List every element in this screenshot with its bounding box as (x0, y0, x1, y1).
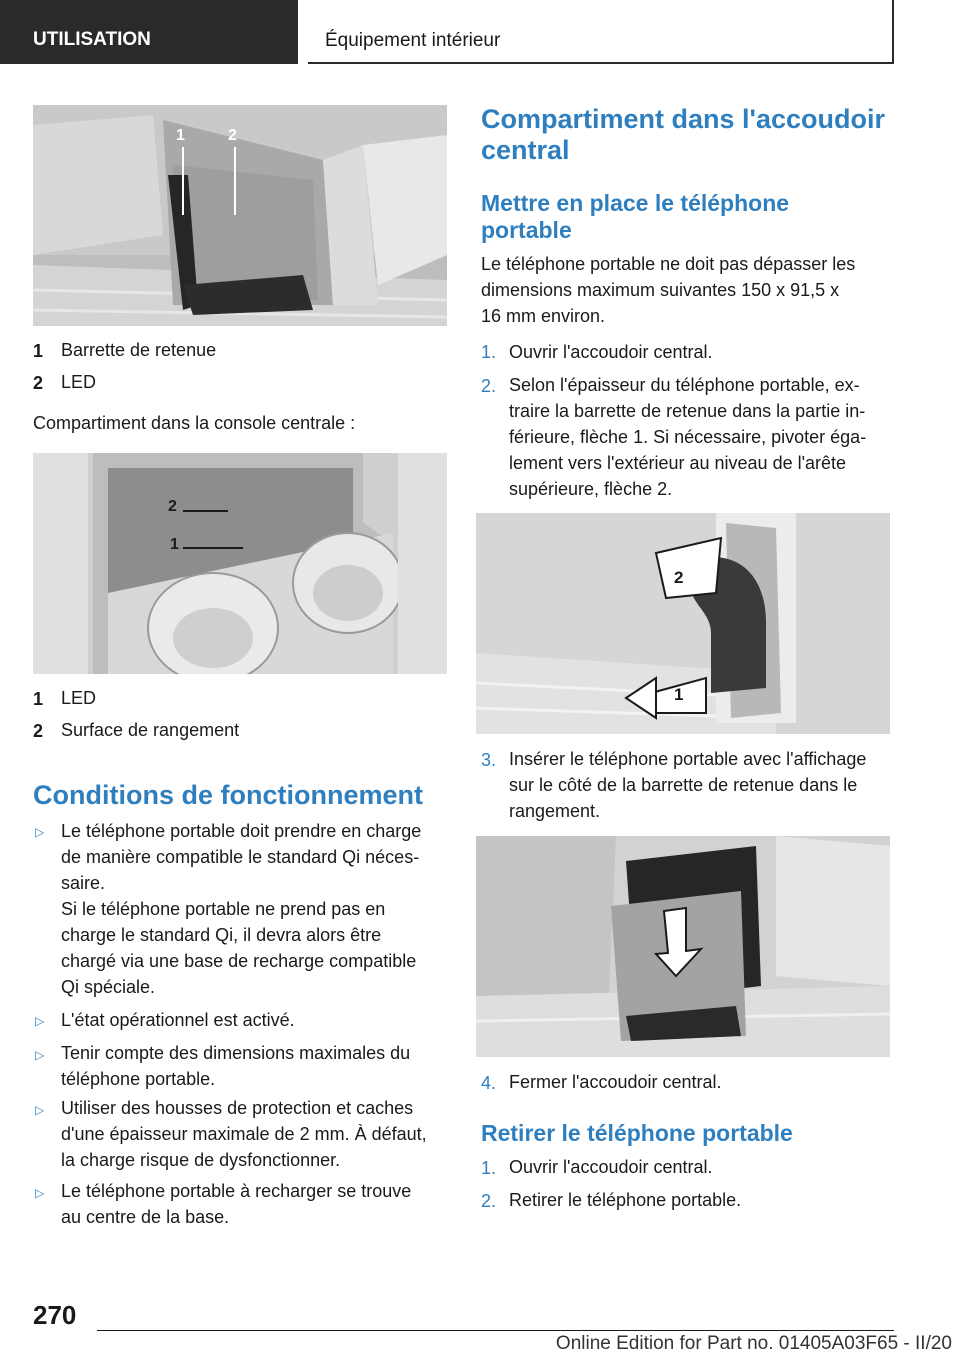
remove-phone-heading: Retirer le téléphone portable (481, 1120, 793, 1146)
figure-retainer-arrows (476, 513, 890, 734)
footer-divider (97, 1330, 894, 1331)
list-item: L'état opérationnel est activé. (61, 1010, 295, 1030)
bullet-triangle-icon: ▷ (35, 1103, 45, 1117)
step-text: Ouvrir l'accoudoir central. (509, 1157, 713, 1177)
list-item: Utiliser des housses de protection et caches d'une épaisseur maximale de 2 mm. À défaut, la charge risque de dysfonctionner. (61, 1098, 427, 1170)
legend-num: 2 (33, 373, 44, 393)
step-number: 1. (481, 342, 497, 362)
figure-console-compartment (33, 453, 447, 674)
dimensions-intro: Le téléphone portable ne doit pas dépasser les dimensions maximum suivantes 150 x 91,5 x 16 mm environ. (481, 254, 856, 326)
step-text: Retirer le téléphone portable. (509, 1190, 742, 1210)
figure-armrest-holder (33, 105, 447, 326)
step-text: Selon l'épaisseur du téléphone portable, ex- traire la barrette de retenue dans la partie in- férieure, flèche 1. Si nécessaire, pivoter éga- lement vers l'extérieur au niveau de l'arête supérieure, flèche 2. (509, 375, 867, 499)
chapter-tab (308, 0, 894, 64)
bullet-triangle-icon: ▷ (35, 1048, 45, 1062)
fig2-callout-2: 2 (168, 498, 177, 515)
armrest-heading: Compartiment dans l'accoudoir central (481, 104, 885, 165)
insert-phone-heading: Mettre en place le téléphone portable (481, 190, 790, 243)
fig2-callout-1: 1 (170, 536, 179, 553)
legend-text: LED (61, 372, 97, 392)
legend-num: 2 (33, 721, 44, 741)
fig3-callout-2: 2 (674, 568, 684, 587)
step-number: 2. (481, 1191, 497, 1211)
list-item: Le téléphone portable à recharger se trouve au centre de la base. (61, 1181, 412, 1227)
step-text: Insérer le téléphone portable avec l'affichage sur le côté de la barrette de retenue dans le rangement. (509, 749, 867, 821)
legend-text: LED (61, 688, 97, 708)
legend-num: 1 (33, 689, 44, 709)
list-item: Le téléphone portable doit prendre en charge de manière compatible le standard Qi néces- saire. (61, 821, 422, 893)
list-item: Tenir compte des dimensions maximales du téléphone portable. (61, 1043, 411, 1089)
page-number: 270 (33, 1300, 77, 1330)
fig3-callout-1: 1 (674, 685, 684, 704)
conditions-heading: Conditions de fonctionnement (33, 780, 423, 810)
bullet-triangle-icon: ▷ (35, 825, 45, 839)
bullet-triangle-icon: ▷ (35, 1186, 45, 1200)
step-number: 3. (481, 750, 497, 770)
list-item-note: Si le téléphone portable ne prend pas en charge le standard Qi, il devra alors être chargé via une base de recharge compatible Qi spéciale. (61, 899, 417, 997)
legend-num: 1 (33, 341, 44, 361)
step-text: Fermer l'accoudoir central. (509, 1072, 722, 1092)
section-title: UTILISATION (33, 29, 151, 50)
step-number: 2. (481, 376, 497, 396)
bullet-triangle-icon: ▷ (35, 1014, 45, 1028)
section-tab (0, 0, 298, 64)
chapter-title: Équipement intérieur (325, 30, 501, 51)
step-text: Ouvrir l'accoudoir central. (509, 342, 713, 362)
edition-note: Online Edition for Part no. 01405A03F65 - II/20 (555, 1333, 952, 1354)
console-intro: Compartiment dans la console centrale : (33, 413, 356, 433)
step-number: 1. (481, 1158, 497, 1178)
figure-phone-inserted (476, 836, 890, 1057)
legend-text: Barrette de retenue (61, 340, 217, 360)
legend-text: Surface de rangement (61, 720, 240, 740)
fig1-callout-2: 2 (228, 127, 237, 144)
step-number: 4. (481, 1073, 497, 1093)
fig1-callout-1: 1 (176, 127, 185, 144)
